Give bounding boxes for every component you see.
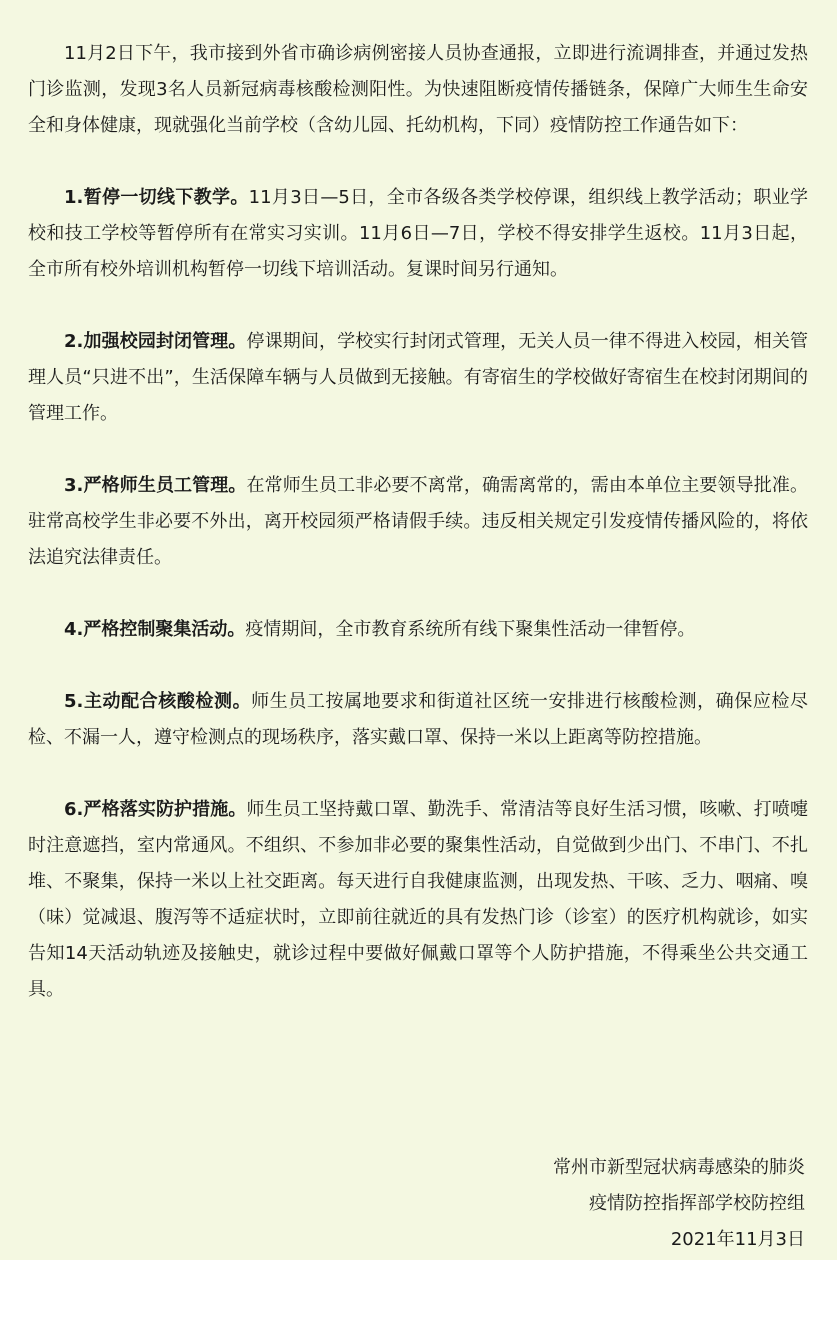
item-5-paragraph bbox=[28, 684, 808, 756]
item-6-body: 师生员工坚持戴口罩、勤洗手、常清洁等良好生活习惯，咳嗽、打喷嚏时注意遮挡，室内常通风。不组织、不参加非必要的聚集性活动，自觉做到少出门、不串门、不扎堆、不聚集，保持一米以上社交距离。每天进行自我健康监测，出现发热、干咳、乏力、咽痛、嗅（味）觉减退、腹泻等不适症状时，立即前往就近的具有发热门诊（诊室）的医疗机构就诊，如实告知14天活动轨迹及接触史，就诊过程中要做好佩戴口罩等个人防护措施，不得乘坐公共交通工具。 bbox=[28, 799, 808, 1000]
item-4-heading: 4.严格控制聚集活动。 bbox=[64, 619, 246, 640]
item-4-paragraph bbox=[28, 612, 808, 648]
paragraph-gap bbox=[28, 756, 808, 792]
item-3-paragraph bbox=[28, 468, 808, 576]
item-3-heading: 3.严格师生员工管理。 bbox=[64, 475, 247, 496]
item-2-heading: 2.加强校园封闭管理。 bbox=[64, 331, 247, 352]
item-6-heading: 6.严格落实防护措施。 bbox=[64, 799, 247, 820]
paragraph-gap bbox=[28, 648, 808, 684]
item-1-heading: 1.暂停一切线下教学。 bbox=[64, 187, 249, 208]
paragraph-gap bbox=[28, 144, 808, 180]
item-1-paragraph bbox=[28, 180, 808, 288]
item-2-body: 停课期间，学校实行封闭式管理，无关人员一律不得进入校园，相关管理人员“只进不出”，生活保障车辆与人员做到无接触。有寄宿生的学校做好寄宿生在校封闭期间的管理工作。 bbox=[28, 331, 808, 424]
signature-org-line-1: 常州市新型冠状病毒感染的肺炎 bbox=[553, 1157, 805, 1178]
signature-date: 2021年11月3日 bbox=[670, 1229, 805, 1250]
notice-body bbox=[28, 36, 808, 1008]
intro-paragraph: 11月2日下午，我市接到外省市确诊病例密接人员协查通报，立即进行流调排查，并通过发热门诊监测，发现3名人员新冠病毒核酸检测阳性。为快速阻断疫情传播链条，保障广大师生生命安全和身体健康，现就强化当前学校（含幼儿园、托幼机构，下同）疫情防控工作通告如下： bbox=[28, 43, 808, 136]
item-5-heading: 5.主动配合核酸检测。 bbox=[64, 691, 252, 712]
item-3-body: 在常师生员工非必要不离常，确需离常的，需由本单位主要领导批准。驻常高校学生非必要不外出，离开校园须严格请假手续。违反相关规定引发疫情传播风险的，将依法追究法律责任。 bbox=[28, 475, 808, 568]
signature-org-line-2: 疫情防控指挥部学校防控组 bbox=[589, 1193, 805, 1214]
paragraph-gap bbox=[28, 288, 808, 324]
paragraph-gap bbox=[28, 576, 808, 612]
item-4-body: 疫情期间，全市教育系统所有线下聚集性活动一律暂停。 bbox=[245, 619, 696, 640]
signature-block bbox=[385, 1150, 805, 1258]
item-6-paragraph bbox=[28, 792, 808, 1008]
item-5-body: 师生员工按属地要求和街道社区统一安排进行核酸检测，确保应检尽检、不漏一人，遵守检测点的现场秩序，落实戴口罩、保持一米以上距离等防控措施。 bbox=[28, 691, 808, 748]
paragraph-gap bbox=[28, 432, 808, 468]
item-1-body: 11月3日—5日，全市各级各类学校停课，组织线上教学活动；职业学校和技工学校等暂停所有在常实习实训。11月6日—7日，学校不得安排学生返校。11月3日起，全市所有校外培训机构暂停一切线下培训活动。复课时间另行通知。 bbox=[28, 187, 808, 280]
item-2-paragraph bbox=[28, 324, 808, 432]
